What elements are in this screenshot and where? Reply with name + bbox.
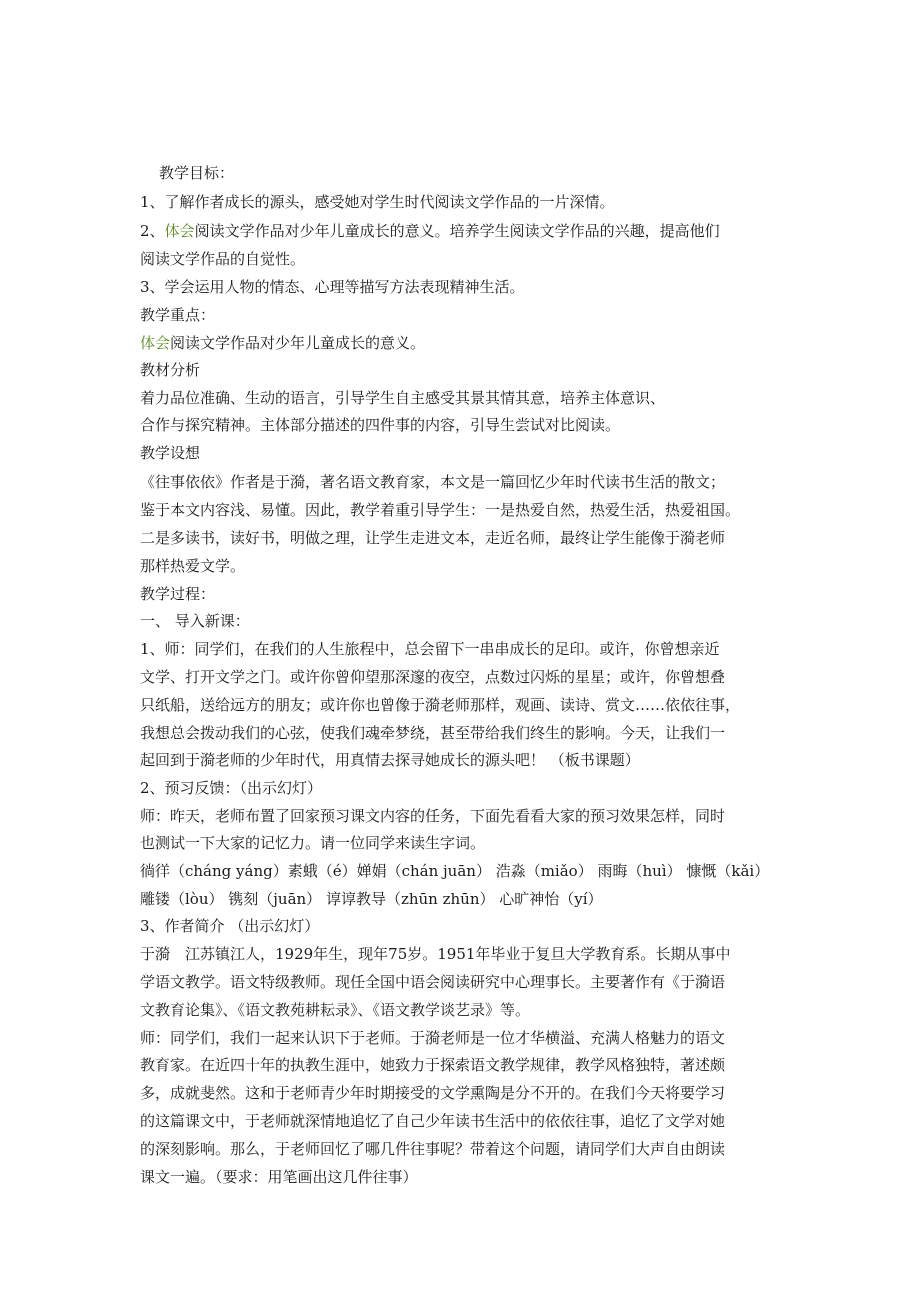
idea-line-2: 鉴于本文内容浅、易懂。因此，教学着重引导学生：一是热爱自然，热爱生活，热爱祖国。 xyxy=(140,501,741,519)
teacher-para-line-3: 多，成就斐然。这和于老师青少年时期接受的文学熏陶是分不开的。在我们今天将要学习 xyxy=(140,1084,726,1102)
teacher-para-line-6: 课文一遍。（要求：用笔画出这几件往事） xyxy=(140,1168,418,1186)
heading-teaching-idea: 教学设想 xyxy=(140,444,201,462)
teacher-para-line-2: 教育家。在近四十年的执教生涯中，她致力于探索语文教学规律，教学风格独特，著述颇 xyxy=(140,1056,726,1074)
analysis-line-1: 着力品位准确、生动的语言，引导学生自主感受其景其情其意，培养主体意识、 xyxy=(140,389,666,407)
intro-para-line-3: 只纸船，送给远方的朋友；或许你也曾像于漪老师那样，观画、读诗、赏文……依依往事， xyxy=(140,696,741,714)
highlight-word: 体会 xyxy=(140,334,171,352)
teacher-para-line-1: 师：同学们，我们一起来认识下于老师。于漪老师是一位才华横溢、充满人格魅力的语文 xyxy=(140,1029,726,1047)
vocab-line-1: 徜徉（cháng yáng）素蛾（é）婵娟（chán juān） 浩淼（miǎo） 雨晦（huì） 慷慨（kǎi） xyxy=(140,862,770,880)
feedback-line-1: 师：昨天，老师布置了回家预习课文内容的任务，下面先看看大家的预习效果怎样，同时 xyxy=(140,807,726,825)
author-line-2: 学语文教学。语文特级教师。现任全国中语会阅读研究中心理事长。主要著作有《于漪语 xyxy=(140,973,726,991)
heading-teaching-process: 教学过程： xyxy=(140,585,216,603)
idea-line-1: 《往事依依》作者是于漪，著名语文教育家，本文是一篇回忆少年时代读书生活的散文； xyxy=(140,473,726,491)
intro-para-line-5: 起回到于漪老师的少年时代，用真情去探寻她成长的源头吧！ （板书课题） xyxy=(140,751,640,769)
section-intro: 一、 导入新课： xyxy=(140,612,250,630)
heading-teaching-goals: 教学目标： xyxy=(159,164,235,182)
intro-para-line-4: 我想总会拨动我们的心弦，使我们魂牵梦绕，甚至带给我们终生的影响。今天，让我们一 xyxy=(140,724,726,742)
author-line-1: 于漪 江苏镇江人，1929年生，现年75岁。1951年毕业于复旦大学教育系。长期从事中 xyxy=(140,945,731,963)
heading-key-points: 教学重点： xyxy=(140,306,216,324)
author-line-3: 文教育论集》、《语文教苑耕耘录》、《语文教学谈艺录》等。 xyxy=(140,1001,531,1019)
key-point-text: 体会阅读文学作品对少年儿童成长的意义。 xyxy=(140,334,426,352)
preview-feedback: 2、预习反馈：（出示幻灯） xyxy=(140,779,323,797)
teacher-para-line-5: 的深刻影响。那么，于老师回忆了哪几件往事呢？带着这个问题，请同学们大声自由朗读 xyxy=(140,1140,726,1158)
idea-line-4: 那样热爱文学。 xyxy=(140,557,246,575)
vocab-line-2: 雕镂（lòu） 镌刻（juān） 谆谆教导（zhūn zhūn） 心旷神怡（yí） xyxy=(140,890,603,908)
goal-2: 2、体会阅读文学作品对少年儿童成长的意义。培养学生阅读文学作品的兴趣，提高他们 xyxy=(140,222,720,240)
goal-3: 3、学会运用人物的情态、心理等描写方法表现精神生活。 xyxy=(140,278,525,296)
heading-material-analysis: 教材分析 xyxy=(140,361,201,379)
teacher-para-line-4: 的这篇课文中，于老师就深情地追忆了自己少年读书生活中的依依往事，追忆了文学对她 xyxy=(140,1112,726,1130)
feedback-line-2: 也测试一下大家的记忆力。请一位同学来读生字词。 xyxy=(140,834,486,852)
highlight-word: 体会 xyxy=(164,222,195,240)
intro-para-line-2: 文学、打开文学之门。或许你曾仰望那深邃的夜空，点数过闪烁的星星；或许，你曾想叠 xyxy=(140,668,726,686)
idea-line-3: 二是多读书，读好书，明做之理，让学生走进文本，走近名师，最终让学生能像于漪老师 xyxy=(140,529,726,547)
goal-2-cont: 阅读文学作品的自觉性。 xyxy=(140,250,306,268)
intro-para-line-1: 1、师：同学们，在我们的人生旅程中，总会留下一串串成长的足印。或许，你曾想亲近 xyxy=(140,640,720,658)
author-intro-heading: 3、作者简介 （出示幻灯） xyxy=(140,917,320,935)
goal-1: 1、了解作者成长的源头，感受她对学生时代阅读文学作品的一片深情。 xyxy=(140,193,615,211)
analysis-line-2: 合作与探究精神。主体部分描述的四件事的内容，引导生尝试对比阅读。 xyxy=(140,416,621,434)
